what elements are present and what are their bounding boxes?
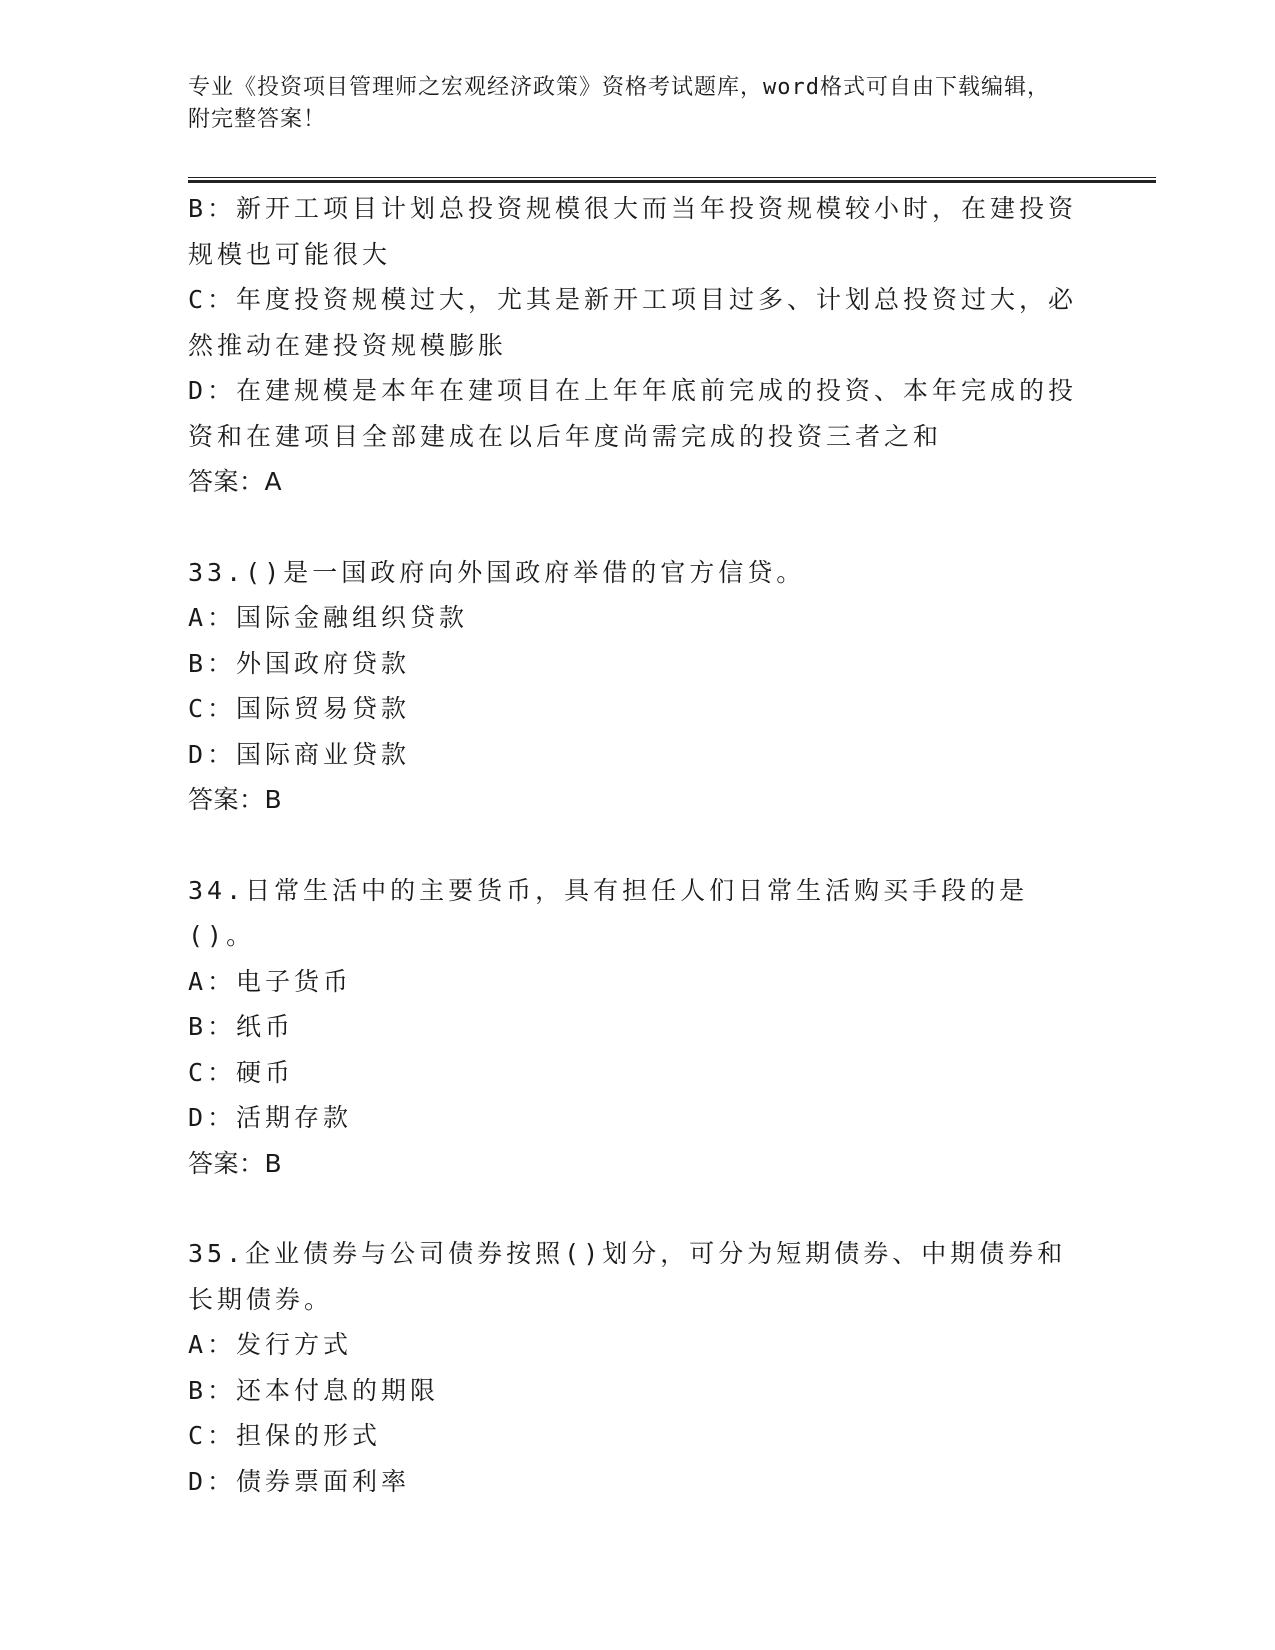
spacer [188, 505, 1088, 550]
question-34 [188, 868, 1088, 1187]
question-33 [188, 550, 1088, 823]
spacer [188, 823, 1088, 868]
answer-line: 答案：A [188, 467, 283, 496]
header-rule-thin [188, 177, 1156, 178]
option-c: C：硬币 [188, 1057, 295, 1087]
option-b: B：还本付息的期限 [188, 1375, 440, 1405]
answer-line: 答案：B [188, 1148, 283, 1178]
spacer [188, 1186, 1088, 1231]
option-a: A：发行方式 [188, 1330, 353, 1359]
question-content [188, 186, 1088, 1504]
question-stem: 33.()是一国政府向外国政府举借的官方信贷。 [188, 557, 806, 587]
document-header: 专业《投资项目管理师之宏观经济政策》资格考试题库，word格式可自由下载编辑，附完整答案！ [188, 75, 1050, 132]
header-rule-thick [188, 180, 1156, 183]
question-35 [188, 1231, 1088, 1504]
option-b: B：新开工项目计划总投资规模很大而当年投资规模较小时，在建投资规模也可能很大 [188, 194, 1078, 269]
question-stem: 35.企业债券与公司债券按照()划分，可分为短期债券、中期债券和长期债券。 [188, 1239, 1067, 1314]
option-a: A：电子货币 [188, 966, 353, 996]
option-c: C：国际贸易贷款 [188, 694, 411, 723]
option-c: C：年度投资规模过大，尤其是新开工项目过多、计划总投资过大，必然推动在建投资规模膨胀 [188, 285, 1078, 360]
option-d: D：国际商业贷款 [188, 739, 411, 769]
option-d: D：在建规模是本年在建项目在上年年底前完成的投资、本年完成的投资和在建项目全部建成在以后年度尚需完成的投资三者之和 [188, 376, 1078, 451]
option-c: C：担保的形式 [188, 1421, 382, 1450]
option-a: A：国际金融组织贷款 [188, 603, 469, 632]
option-d: D：活期存款 [188, 1103, 353, 1132]
option-b: B：外国政府贷款 [188, 648, 411, 678]
question-stem: 34.日常生活中的主要货币，具有担任人们日常生活购买手段的是()。 [188, 875, 1029, 950]
answer-line: 答案：B [188, 785, 283, 814]
option-b: B：纸币 [188, 1012, 295, 1041]
option-d: D：债券票面利率 [188, 1466, 411, 1496]
question-32-continued [188, 186, 1088, 505]
